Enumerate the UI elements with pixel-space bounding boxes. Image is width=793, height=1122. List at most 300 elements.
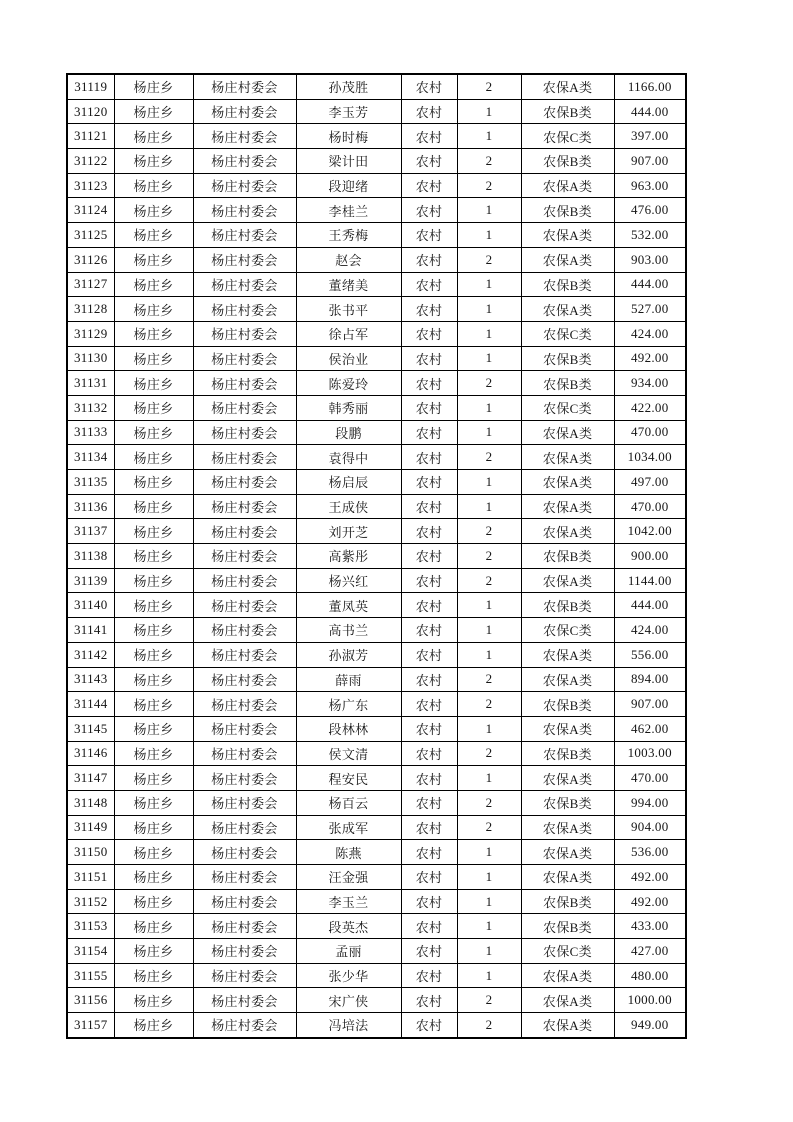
cell-residence-type: 农村 xyxy=(401,914,457,939)
cell-amount: 444.00 xyxy=(614,272,686,297)
cell-person-count: 2 xyxy=(457,741,521,766)
cell-amount: 934.00 xyxy=(614,371,686,396)
table-row xyxy=(67,741,686,766)
cell-amount: 444.00 xyxy=(614,593,686,618)
cell-person-count: 2 xyxy=(457,371,521,396)
cell-insurance-category: 农保B类 xyxy=(521,149,614,174)
cell-serial-number: 31143 xyxy=(67,667,114,692)
cell-amount: 497.00 xyxy=(614,470,686,495)
cell-village-committee: 杨庄村委会 xyxy=(193,988,296,1013)
cell-amount: 470.00 xyxy=(614,494,686,519)
cell-insurance-category: 农保C类 xyxy=(521,124,614,149)
cell-amount: 424.00 xyxy=(614,321,686,346)
cell-serial-number: 31128 xyxy=(67,297,114,322)
cell-village-committee: 杨庄村委会 xyxy=(193,840,296,865)
cell-amount: 949.00 xyxy=(614,1013,686,1038)
cell-amount: 963.00 xyxy=(614,173,686,198)
cell-village-committee: 杨庄村委会 xyxy=(193,124,296,149)
cell-insurance-category: 农保A类 xyxy=(521,865,614,890)
cell-person-count: 1 xyxy=(457,395,521,420)
table-row xyxy=(67,519,686,544)
cell-serial-number: 31137 xyxy=(67,519,114,544)
cell-residence-type: 农村 xyxy=(401,420,457,445)
cell-person-name: 陈爱玲 xyxy=(296,371,401,396)
cell-amount: 476.00 xyxy=(614,198,686,223)
cell-person-count: 1 xyxy=(457,124,521,149)
table-row xyxy=(67,865,686,890)
cell-amount: 1003.00 xyxy=(614,741,686,766)
cell-village-committee: 杨庄村委会 xyxy=(193,198,296,223)
cell-village-committee: 杨庄村委会 xyxy=(193,865,296,890)
cell-serial-number: 31140 xyxy=(67,593,114,618)
cell-village-committee: 杨庄村委会 xyxy=(193,247,296,272)
cell-person-count: 2 xyxy=(457,173,521,198)
cell-serial-number: 31149 xyxy=(67,815,114,840)
cell-insurance-category: 农保A类 xyxy=(521,420,614,445)
cell-amount: 470.00 xyxy=(614,766,686,791)
cell-person-name: 冯培法 xyxy=(296,1013,401,1038)
cell-person-count: 1 xyxy=(457,766,521,791)
table-row xyxy=(67,667,686,692)
cell-insurance-category: 农保B类 xyxy=(521,272,614,297)
cell-village-committee: 杨庄村委会 xyxy=(193,74,296,99)
cell-township: 杨庄乡 xyxy=(114,568,193,593)
cell-village-committee: 杨庄村委会 xyxy=(193,963,296,988)
cell-serial-number: 31125 xyxy=(67,223,114,248)
cell-township: 杨庄乡 xyxy=(114,494,193,519)
table-row xyxy=(67,272,686,297)
table-row xyxy=(67,149,686,174)
cell-insurance-category: 农保A类 xyxy=(521,568,614,593)
cell-insurance-category: 农保A类 xyxy=(521,716,614,741)
cell-person-name: 孙茂胜 xyxy=(296,74,401,99)
cell-person-name: 梁计田 xyxy=(296,149,401,174)
cell-village-committee: 杨庄村委会 xyxy=(193,371,296,396)
cell-village-committee: 杨庄村委会 xyxy=(193,494,296,519)
cell-village-committee: 杨庄村委会 xyxy=(193,939,296,964)
table-body xyxy=(67,74,686,1038)
cell-village-committee: 杨庄村委会 xyxy=(193,766,296,791)
cell-village-committee: 杨庄村委会 xyxy=(193,790,296,815)
cell-village-committee: 杨庄村委会 xyxy=(193,642,296,667)
cell-township: 杨庄乡 xyxy=(114,198,193,223)
table-row xyxy=(67,420,686,445)
cell-serial-number: 31154 xyxy=(67,939,114,964)
cell-person-count: 1 xyxy=(457,963,521,988)
cell-serial-number: 31156 xyxy=(67,988,114,1013)
cell-insurance-category: 农保A类 xyxy=(521,74,614,99)
cell-township: 杨庄乡 xyxy=(114,297,193,322)
cell-township: 杨庄乡 xyxy=(114,173,193,198)
cell-residence-type: 农村 xyxy=(401,741,457,766)
cell-township: 杨庄乡 xyxy=(114,642,193,667)
cell-residence-type: 农村 xyxy=(401,963,457,988)
cell-residence-type: 农村 xyxy=(401,988,457,1013)
cell-person-name: 孟丽 xyxy=(296,939,401,964)
cell-person-name: 段英杰 xyxy=(296,914,401,939)
cell-township: 杨庄乡 xyxy=(114,247,193,272)
cell-serial-number: 31151 xyxy=(67,865,114,890)
cell-serial-number: 31119 xyxy=(67,74,114,99)
cell-township: 杨庄乡 xyxy=(114,99,193,124)
table-row xyxy=(67,494,686,519)
cell-residence-type: 农村 xyxy=(401,766,457,791)
cell-insurance-category: 农保B类 xyxy=(521,346,614,371)
cell-person-count: 2 xyxy=(457,1013,521,1038)
cell-insurance-category: 农保A类 xyxy=(521,1013,614,1038)
cell-person-name: 宋广侠 xyxy=(296,988,401,1013)
cell-amount: 900.00 xyxy=(614,544,686,569)
cell-person-count: 2 xyxy=(457,74,521,99)
cell-residence-type: 农村 xyxy=(401,445,457,470)
table-row xyxy=(67,395,686,420)
cell-insurance-category: 农保B类 xyxy=(521,544,614,569)
cell-residence-type: 农村 xyxy=(401,568,457,593)
cell-amount: 433.00 xyxy=(614,914,686,939)
cell-serial-number: 31134 xyxy=(67,445,114,470)
table-row xyxy=(67,544,686,569)
table-row xyxy=(67,963,686,988)
cell-person-name: 薛雨 xyxy=(296,667,401,692)
cell-insurance-category: 农保A类 xyxy=(521,766,614,791)
cell-person-name: 张成军 xyxy=(296,815,401,840)
table-row xyxy=(67,618,686,643)
cell-residence-type: 农村 xyxy=(401,173,457,198)
cell-township: 杨庄乡 xyxy=(114,840,193,865)
cell-residence-type: 农村 xyxy=(401,321,457,346)
cell-village-committee: 杨庄村委会 xyxy=(193,99,296,124)
cell-residence-type: 农村 xyxy=(401,247,457,272)
table-row xyxy=(67,124,686,149)
cell-serial-number: 31147 xyxy=(67,766,114,791)
cell-township: 杨庄乡 xyxy=(114,593,193,618)
cell-village-committee: 杨庄村委会 xyxy=(193,692,296,717)
cell-insurance-category: 农保B类 xyxy=(521,914,614,939)
cell-person-count: 2 xyxy=(457,667,521,692)
cell-insurance-category: 农保C类 xyxy=(521,939,614,964)
cell-person-name: 杨兴红 xyxy=(296,568,401,593)
cell-village-committee: 杨庄村委会 xyxy=(193,568,296,593)
cell-township: 杨庄乡 xyxy=(114,321,193,346)
cell-township: 杨庄乡 xyxy=(114,445,193,470)
cell-serial-number: 31120 xyxy=(67,99,114,124)
cell-person-name: 李玉芳 xyxy=(296,99,401,124)
cell-insurance-category: 农保A类 xyxy=(521,519,614,544)
cell-amount: 994.00 xyxy=(614,790,686,815)
cell-serial-number: 31129 xyxy=(67,321,114,346)
cell-person-count: 1 xyxy=(457,346,521,371)
table-row xyxy=(67,593,686,618)
cell-person-count: 2 xyxy=(457,247,521,272)
cell-township: 杨庄乡 xyxy=(114,716,193,741)
cell-insurance-category: 农保A类 xyxy=(521,988,614,1013)
cell-person-name: 张书平 xyxy=(296,297,401,322)
cell-insurance-category: 农保A类 xyxy=(521,297,614,322)
cell-insurance-category: 农保B类 xyxy=(521,692,614,717)
cell-insurance-category: 农保A类 xyxy=(521,247,614,272)
cell-person-count: 1 xyxy=(457,914,521,939)
cell-township: 杨庄乡 xyxy=(114,272,193,297)
cell-amount: 444.00 xyxy=(614,99,686,124)
cell-serial-number: 31157 xyxy=(67,1013,114,1038)
benefits-table xyxy=(66,73,687,1039)
table-row xyxy=(67,470,686,495)
cell-person-name: 段林林 xyxy=(296,716,401,741)
cell-residence-type: 农村 xyxy=(401,519,457,544)
cell-person-count: 1 xyxy=(457,272,521,297)
cell-person-name: 王秀梅 xyxy=(296,223,401,248)
cell-serial-number: 31139 xyxy=(67,568,114,593)
cell-person-name: 赵会 xyxy=(296,247,401,272)
cell-person-name: 董凤英 xyxy=(296,593,401,618)
cell-insurance-category: 农保B类 xyxy=(521,198,614,223)
cell-person-count: 1 xyxy=(457,99,521,124)
cell-amount: 894.00 xyxy=(614,667,686,692)
cell-township: 杨庄乡 xyxy=(114,815,193,840)
cell-serial-number: 31153 xyxy=(67,914,114,939)
cell-person-name: 杨启辰 xyxy=(296,470,401,495)
cell-person-name: 刘开芝 xyxy=(296,519,401,544)
cell-serial-number: 31133 xyxy=(67,420,114,445)
cell-township: 杨庄乡 xyxy=(114,865,193,890)
cell-serial-number: 31124 xyxy=(67,198,114,223)
cell-village-committee: 杨庄村委会 xyxy=(193,889,296,914)
cell-residence-type: 农村 xyxy=(401,297,457,322)
cell-amount: 536.00 xyxy=(614,840,686,865)
cell-serial-number: 31122 xyxy=(67,149,114,174)
cell-residence-type: 农村 xyxy=(401,124,457,149)
cell-township: 杨庄乡 xyxy=(114,544,193,569)
cell-amount: 556.00 xyxy=(614,642,686,667)
cell-amount: 1034.00 xyxy=(614,445,686,470)
cell-township: 杨庄乡 xyxy=(114,149,193,174)
cell-amount: 1042.00 xyxy=(614,519,686,544)
cell-person-name: 徐占军 xyxy=(296,321,401,346)
cell-serial-number: 31155 xyxy=(67,963,114,988)
cell-person-name: 王成侠 xyxy=(296,494,401,519)
cell-township: 杨庄乡 xyxy=(114,889,193,914)
cell-amount: 462.00 xyxy=(614,716,686,741)
cell-person-count: 1 xyxy=(457,198,521,223)
cell-amount: 470.00 xyxy=(614,420,686,445)
cell-village-committee: 杨庄村委会 xyxy=(193,1013,296,1038)
cell-person-name: 董绪美 xyxy=(296,272,401,297)
cell-person-count: 1 xyxy=(457,865,521,890)
cell-insurance-category: 农保A类 xyxy=(521,840,614,865)
cell-residence-type: 农村 xyxy=(401,939,457,964)
cell-village-committee: 杨庄村委会 xyxy=(193,716,296,741)
cell-residence-type: 农村 xyxy=(401,371,457,396)
cell-amount: 907.00 xyxy=(614,692,686,717)
cell-person-name: 段迎绪 xyxy=(296,173,401,198)
cell-person-name: 高书兰 xyxy=(296,618,401,643)
cell-person-name: 袁得中 xyxy=(296,445,401,470)
cell-serial-number: 31146 xyxy=(67,741,114,766)
cell-insurance-category: 农保A类 xyxy=(521,173,614,198)
cell-serial-number: 31148 xyxy=(67,790,114,815)
cell-insurance-category: 农保A类 xyxy=(521,642,614,667)
cell-person-count: 1 xyxy=(457,716,521,741)
cell-township: 杨庄乡 xyxy=(114,963,193,988)
table-row xyxy=(67,692,686,717)
cell-amount: 1166.00 xyxy=(614,74,686,99)
cell-insurance-category: 农保C类 xyxy=(521,321,614,346)
cell-insurance-category: 农保A类 xyxy=(521,223,614,248)
cell-residence-type: 农村 xyxy=(401,692,457,717)
cell-serial-number: 31152 xyxy=(67,889,114,914)
cell-person-count: 2 xyxy=(457,568,521,593)
cell-insurance-category: 农保A类 xyxy=(521,445,614,470)
table-row xyxy=(67,297,686,322)
table-row xyxy=(67,321,686,346)
cell-amount: 1144.00 xyxy=(614,568,686,593)
cell-amount: 903.00 xyxy=(614,247,686,272)
cell-village-committee: 杨庄村委会 xyxy=(193,741,296,766)
table-row xyxy=(67,74,686,99)
cell-township: 杨庄乡 xyxy=(114,741,193,766)
cell-village-committee: 杨庄村委会 xyxy=(193,593,296,618)
cell-village-committee: 杨庄村委会 xyxy=(193,470,296,495)
cell-person-count: 2 xyxy=(457,790,521,815)
cell-serial-number: 31126 xyxy=(67,247,114,272)
cell-amount: 1000.00 xyxy=(614,988,686,1013)
cell-person-count: 1 xyxy=(457,939,521,964)
cell-residence-type: 农村 xyxy=(401,346,457,371)
cell-village-committee: 杨庄村委会 xyxy=(193,395,296,420)
cell-person-count: 2 xyxy=(457,149,521,174)
cell-township: 杨庄乡 xyxy=(114,790,193,815)
cell-township: 杨庄乡 xyxy=(114,914,193,939)
cell-village-committee: 杨庄村委会 xyxy=(193,519,296,544)
cell-residence-type: 农村 xyxy=(401,1013,457,1038)
cell-person-name: 李玉兰 xyxy=(296,889,401,914)
cell-person-name: 杨广东 xyxy=(296,692,401,717)
cell-village-committee: 杨庄村委会 xyxy=(193,223,296,248)
cell-insurance-category: 农保A类 xyxy=(521,494,614,519)
cell-village-committee: 杨庄村委会 xyxy=(193,346,296,371)
cell-residence-type: 农村 xyxy=(401,223,457,248)
cell-insurance-category: 农保A类 xyxy=(521,470,614,495)
table-row xyxy=(67,988,686,1013)
cell-township: 杨庄乡 xyxy=(114,939,193,964)
cell-serial-number: 31123 xyxy=(67,173,114,198)
cell-village-committee: 杨庄村委会 xyxy=(193,914,296,939)
cell-person-name: 侯治业 xyxy=(296,346,401,371)
cell-person-name: 高紫彤 xyxy=(296,544,401,569)
cell-amount: 492.00 xyxy=(614,865,686,890)
cell-insurance-category: 农保A类 xyxy=(521,815,614,840)
cell-residence-type: 农村 xyxy=(401,667,457,692)
cell-residence-type: 农村 xyxy=(401,470,457,495)
cell-person-name: 杨时梅 xyxy=(296,124,401,149)
cell-township: 杨庄乡 xyxy=(114,74,193,99)
table-row xyxy=(67,716,686,741)
cell-amount: 492.00 xyxy=(614,889,686,914)
cell-township: 杨庄乡 xyxy=(114,1013,193,1038)
cell-person-count: 1 xyxy=(457,420,521,445)
cell-village-committee: 杨庄村委会 xyxy=(193,149,296,174)
table-row xyxy=(67,99,686,124)
cell-person-count: 2 xyxy=(457,544,521,569)
cell-insurance-category: 农保B类 xyxy=(521,790,614,815)
cell-residence-type: 农村 xyxy=(401,198,457,223)
cell-insurance-category: 农保B类 xyxy=(521,371,614,396)
cell-residence-type: 农村 xyxy=(401,618,457,643)
cell-person-name: 段鹏 xyxy=(296,420,401,445)
cell-serial-number: 31144 xyxy=(67,692,114,717)
cell-village-committee: 杨庄村委会 xyxy=(193,297,296,322)
table-row xyxy=(67,445,686,470)
table-row xyxy=(67,223,686,248)
cell-residence-type: 农村 xyxy=(401,716,457,741)
cell-residence-type: 农村 xyxy=(401,889,457,914)
cell-village-committee: 杨庄村委会 xyxy=(193,667,296,692)
cell-village-committee: 杨庄村委会 xyxy=(193,272,296,297)
cell-person-name: 孙淑芳 xyxy=(296,642,401,667)
cell-person-count: 1 xyxy=(457,494,521,519)
cell-person-name: 汪金强 xyxy=(296,865,401,890)
cell-residence-type: 农村 xyxy=(401,815,457,840)
table-row xyxy=(67,790,686,815)
cell-village-committee: 杨庄村委会 xyxy=(193,815,296,840)
table-row xyxy=(67,1013,686,1038)
cell-serial-number: 31135 xyxy=(67,470,114,495)
cell-residence-type: 农村 xyxy=(401,99,457,124)
cell-person-count: 1 xyxy=(457,223,521,248)
cell-residence-type: 农村 xyxy=(401,790,457,815)
cell-serial-number: 31145 xyxy=(67,716,114,741)
cell-person-count: 1 xyxy=(457,840,521,865)
cell-person-count: 2 xyxy=(457,988,521,1013)
table-row xyxy=(67,914,686,939)
cell-residence-type: 农村 xyxy=(401,642,457,667)
cell-village-committee: 杨庄村委会 xyxy=(193,173,296,198)
cell-person-count: 2 xyxy=(457,519,521,544)
cell-amount: 422.00 xyxy=(614,395,686,420)
cell-person-name: 侯文清 xyxy=(296,741,401,766)
cell-insurance-category: 农保C类 xyxy=(521,395,614,420)
cell-amount: 492.00 xyxy=(614,346,686,371)
cell-township: 杨庄乡 xyxy=(114,371,193,396)
cell-village-committee: 杨庄村委会 xyxy=(193,544,296,569)
cell-residence-type: 农村 xyxy=(401,74,457,99)
cell-serial-number: 31142 xyxy=(67,642,114,667)
table-row xyxy=(67,568,686,593)
cell-person-name: 杨百云 xyxy=(296,790,401,815)
cell-township: 杨庄乡 xyxy=(114,420,193,445)
cell-residence-type: 农村 xyxy=(401,840,457,865)
cell-serial-number: 31132 xyxy=(67,395,114,420)
cell-person-count: 1 xyxy=(457,297,521,322)
cell-person-name: 程安民 xyxy=(296,766,401,791)
cell-amount: 907.00 xyxy=(614,149,686,174)
cell-serial-number: 31121 xyxy=(67,124,114,149)
cell-serial-number: 31127 xyxy=(67,272,114,297)
cell-residence-type: 农村 xyxy=(401,272,457,297)
cell-person-count: 1 xyxy=(457,593,521,618)
cell-amount: 424.00 xyxy=(614,618,686,643)
cell-amount: 427.00 xyxy=(614,939,686,964)
cell-township: 杨庄乡 xyxy=(114,346,193,371)
cell-serial-number: 31141 xyxy=(67,618,114,643)
table-row xyxy=(67,173,686,198)
cell-residence-type: 农村 xyxy=(401,544,457,569)
cell-serial-number: 31150 xyxy=(67,840,114,865)
cell-township: 杨庄乡 xyxy=(114,667,193,692)
table-row xyxy=(67,198,686,223)
cell-township: 杨庄乡 xyxy=(114,692,193,717)
cell-township: 杨庄乡 xyxy=(114,395,193,420)
